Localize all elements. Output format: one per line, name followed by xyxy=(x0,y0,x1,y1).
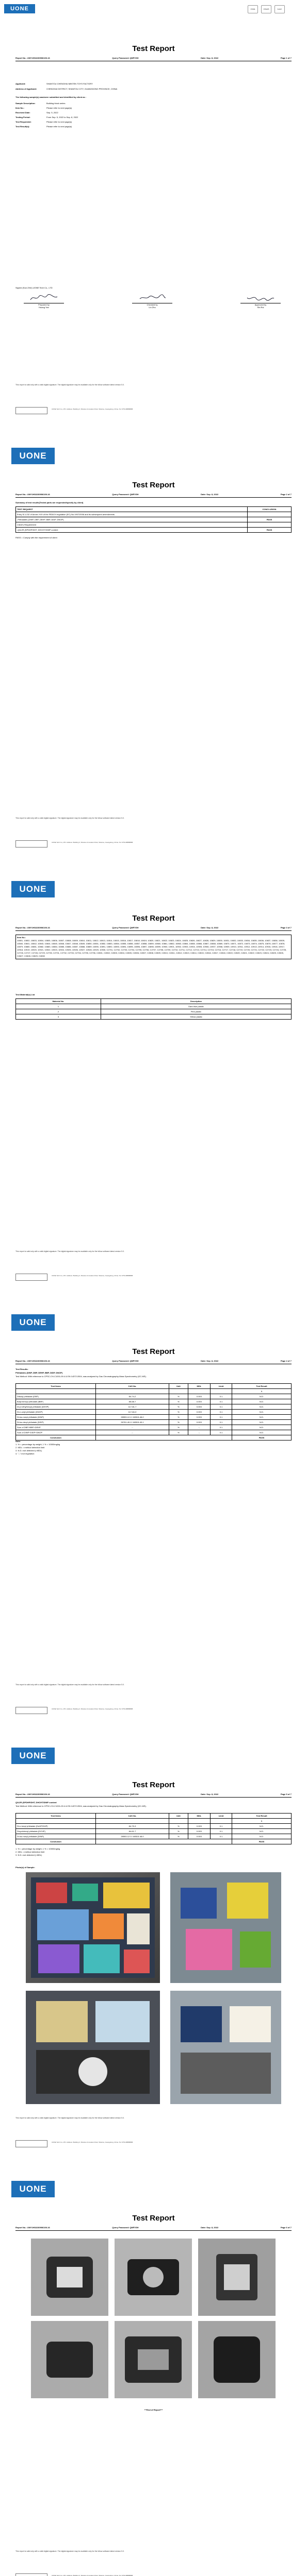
checked-by-name: Lin Zhu xyxy=(149,306,156,309)
footer-address: UONE Tech Co.,LTD. Address: Building 3, Shantou Innovation Park, Shantou, Guangdong, China. Tel: 0754-88888888 xyxy=(52,1708,133,1710)
cma-mark-icon: CMA xyxy=(248,5,258,13)
checked-by-block xyxy=(129,294,175,309)
test-results-row: Test Result(s): Please refer to next page(s) xyxy=(15,125,72,128)
approved-by-block xyxy=(237,294,284,309)
ilac-mark-icon: ILAC xyxy=(274,5,285,13)
footer-address: UONE Tech Co.,LTD. Address: Building 3, Shantou Innovation Park, Shantou, Guangdong, China. Tel: 0754-88888888 xyxy=(52,408,133,410)
sample-description-row: Sample Description: Building block series xyxy=(15,102,66,105)
col-material-no: Material No. xyxy=(16,999,101,1004)
report-page-5 xyxy=(0,1733,307,2166)
sample-photo-bottom-left xyxy=(26,1991,160,2104)
header-rule xyxy=(15,2230,292,2231)
uone-logo: UONE xyxy=(11,2181,55,2197)
uone-logo: UONE xyxy=(11,1748,55,1764)
footer-address: UONE Tech Co.,LTD. Address: Building 3, Shantou Innovation Park, Shantou, Guangdong, China. Tel: 0754-88888888 xyxy=(52,2574,133,2576)
summary-table xyxy=(15,506,292,533)
item-no-values: 10801, 10802, 10803, 10804, 10805, 10806, 10807, 10808, 10809, 10810, 10811, 10812, 10813, 10814, 10815, 10816, 10817, 10818, 10819, 10820, 10821, 10822, 10823, 10824, 10825, 10826, 10827, 10828, 10829, 10830, 10831, 10832, 10833, 10834, 10835, 10836, 10837, 10838, 10839, 10840, 10841, 10842, 10843, 10844, 10845, 10846, 10847, 10848, 10849, 10850, 10851, 10852, 10853, 10854, 10855, 10856, 10857, 10858, 10859, 10860, 10861, 10862, 10863, 10864, 10865, 10866, 10867, 10868, 10869, 10870, 10871, 10872, 10873, 10874, 10875, 10876, 10877, 10878, 10879, 10880, 10881, 10882, 10883, 10884, 10885, 10886, 10887, 10888, 10889, 10890, 10891, 10892, 10893, 10894, 10895, 10896, 10897, 10898, 10899, 10900, 10901, 10902, 10903, 10904, 10905, 10906, 10907, 10908, 10909, 10910, 10911, 10912, 10913, 10914, 10915, 10916, 10917, 10918, 10919, 10920, 10921, 10922, 10923, 10924, 10925, 10926, 10927, 10928, 10929, 10930, C2701, C2702, C2703, C2704, C2705, C2706, C2707, C2708, C2709, C2710, C2711, C2712, C2713, C2714, C2715, C2716, C2717, C2718, C2719, C2720, C2721, C2722, C2723, C2724, C2725, C2726, C2727, C2728, C2729, C2730, C2731, C2732, C2733, C2734, C2735, C2736, C2801, C2802, C2803, C2804, C2805, C2806, C2807, C2808, C2809, C2810, C2811, C2812, C2813, C2814, C2815, C2816, C2817, C2818, C2819, C2820, C2821, C2822, C2823, C2824, C2825, C2826, C2827, C2828, C2829, C2830 xyxy=(17,939,287,957)
footer-logo xyxy=(15,1274,47,1281)
report-title: Test Report xyxy=(132,1781,175,1789)
table-row: -Phthalates (DINP, DBP, DEHP, BBP, DIDP, DNOP) PASS xyxy=(16,517,292,522)
footer-note: This report is valid only with a valid digital signature. The digital signature may be available only for the follow software latest version 5.0. xyxy=(15,2117,125,2119)
prepared-by-label: Prepared by xyxy=(38,303,50,306)
col-conclusion: CONCLUSION xyxy=(248,507,292,512)
report-title: Test Report xyxy=(132,481,175,489)
sample-photo-large xyxy=(26,1872,160,1983)
table-row: Entry 51 & 52 of Annex XVII of the REACH regulation (EC) No.1907/2006 and its subsequent amendments xyxy=(16,512,292,517)
item-no-label: Item No.: xyxy=(17,936,26,939)
table-row: Client's Requirement xyxy=(16,522,292,528)
footer-address: UONE Tech Co.,LTD. Address: Building 3, Shantou Innovation Park, Shantou, Guangdong, China. Tel: 0754-88888888 xyxy=(52,1275,133,1277)
footer-logo xyxy=(15,1707,47,1714)
header-rule xyxy=(15,930,292,931)
sample-photo-2 xyxy=(115,2239,192,2316)
applicant-row: Applicant: SHANTOU CHENGHAI MINTEN TOYS FACTORY xyxy=(15,82,93,85)
approved-signature xyxy=(237,294,284,302)
report-header-row: Report No.: UNY1H02230906100-16 Query Password: QMFVSH Date: Sep. 8, 2022 Page 3 of 7 xyxy=(15,926,292,929)
material-table xyxy=(15,998,292,1020)
table-row: Sum of DBP+BBP+DEHP -- % -- 0.1 N.D. xyxy=(16,1425,292,1430)
conclusion-row: Conclusion PASS xyxy=(16,1839,292,1844)
col-test-request: TEST REQUEST xyxy=(16,507,248,512)
uone-logo: UONE xyxy=(11,1314,55,1331)
item-number-list xyxy=(15,935,292,959)
footer-logo xyxy=(15,407,47,414)
report-page-3 xyxy=(0,867,307,1300)
table-row: Di-iso-nonyl phthalate (DINP) 28553-12-0 / 68515-48-0 % 0.003 0.1 N.D. xyxy=(16,1415,292,1420)
test-name: Q/UJR (SPDHP/DHT, DHCHT/DINP content xyxy=(15,1801,57,1804)
table-row: Di-iso-nonyl phthalate (DINP) 28553-12-0 / 68515-48-0 % 0.003 0.1 N.D. xyxy=(16,1834,292,1839)
received-date-row: Received Date: Sep. 5, 2022 xyxy=(15,111,58,114)
table-row: Dicyclohexyl phthalate (DCHP) 84-61-7 % 0.003 0.1 N.D. xyxy=(16,1829,292,1834)
footer-note: This report is valid only with a valid digital signature. The digital signature may be available only for the follow software latest version 5.0. xyxy=(15,1684,125,1686)
sample-photo-1 xyxy=(31,2239,108,2316)
table-row: Di-n-hexyl phthalate (DnHP/DHP) 84-75-3 % 0.003 0.1 N.D. xyxy=(16,1824,292,1829)
report-header-row: Report No.: UNY1H02230906100-16 Query Password: QMFVSH Date: Sep. 8, 2022 Page 5 of 7 xyxy=(15,1793,292,1795)
phthalates-table: Test Items CAS No. Unit MDL Limit Test Result 1 Dibutyl phthalate (DBP) 84-74-2 % 0.003 0.1 N.D. Butyl benzyl phthalate (BBP) 85-68-7 % 0.003 0.1 N.D. Di-(2-ethylhexyl) phthalate (DEHP) 117-81-7 % 0.003 0.1 N.D. Di-n-octyl phthalate (DNOP) 117-84-0 % 0.003 0.1 N.D. Di-iso-nonyl phthalate (DINP) 28553-12-0 / 68515-48-0 % 0.003 0.1 N.D. Di-iso-decyl phthalate (DIDP) 26761-40-0 / 68515-49-1 % 0.003 0.1 N.D. Sum of DBP+BBP+DEHP -- % -- 0.1 N.D. Sum of DINP+DIDP+DNOP -- % -- 0.1 N.D. Conclusion PASS xyxy=(15,1383,292,1440)
logo-bar xyxy=(0,2166,307,2205)
sample-photo-bottom-right xyxy=(170,1991,281,2104)
footer-logo xyxy=(15,2573,47,2576)
prepared-signature xyxy=(21,294,67,302)
report-page-2 xyxy=(0,433,307,867)
testing-period-row: Testing Period: From Sep. 5, 2022 to Sep. 8, 2022 xyxy=(15,116,78,118)
sample-photo-4 xyxy=(31,2321,108,2398)
table-row: -Q/UJR (SPDHP/DHT, DHCHT/DINP content PASS xyxy=(16,528,292,533)
header-rule xyxy=(15,1797,292,1798)
certification-marks xyxy=(248,5,285,13)
signed-for-text: Signed (Sun ZiXe) UONE Tech Co., LTD xyxy=(15,286,53,289)
test-name: Phthalates (DINP, DBP, DEHP, BBP, DIDP, DNOP) xyxy=(15,1371,63,1374)
conclusion-row: Conclusion PASS xyxy=(16,1435,292,1440)
uone-logo: UONE xyxy=(4,4,35,13)
approved-by-name: Shi Rui xyxy=(257,306,264,309)
table-row: Sum of DINP+DIDP+DNOP -- % -- 0.1 N.D. xyxy=(16,1430,292,1435)
report-title: Test Report xyxy=(132,44,175,53)
table-row: Butyl benzyl phthalate (BBP) 85-68-7 % 0.003 0.1 N.D. xyxy=(16,1399,292,1404)
test-results-label: Test Results: xyxy=(15,1368,28,1370)
table-row: Di-n-octyl phthalate (DNOP) 117-84-0 % 0.003 0.1 N.D. xyxy=(16,1410,292,1415)
test-method: Test Method: With reference to CPSC-CH-C1001-09.4 & EN 14372:2004, was analyzed by Gas Chromatography-Mass Spectrometry (GC-MS). xyxy=(15,1805,147,1807)
logo-bar xyxy=(0,433,307,471)
sample-photo-5 xyxy=(115,2321,192,2398)
report-page-6 xyxy=(0,2166,307,2576)
checked-signature xyxy=(129,294,175,302)
sample-photo-3 xyxy=(198,2239,276,2316)
table-row: 1 Dark blue plastic xyxy=(16,1004,292,1009)
pass-note: PASS = Comply with the requirement of client xyxy=(15,536,57,539)
header-rule xyxy=(15,497,292,498)
material-list-title: Test Material(s) List xyxy=(15,993,35,996)
summary-title: Summary of test results(Tested parts are requested/specify by client) xyxy=(15,501,84,504)
qujr-table: Test Items CAS No. Unit MDL Limit Test Result 1 Di-n-hexyl phthalate (DnHP/DHP) 84-75-3 % 0.003 0.1 N.D. Dicyclohexyl phthalate (DCHP) 84-61-7 % 0.003 0.1 N.D. Di-iso-nonyl phthalate (DINP) 28553-12-0 / 68515-48-0 % 0.003 0.1 N.D. Conclusion PASS xyxy=(15,1813,292,1844)
report-title: Test Report xyxy=(132,2214,175,2223)
uone-logo: UONE xyxy=(11,881,55,897)
report-header-row: Report No.: UNY1H02230906100-16 Query Password: QMFVSH Date: Sep. 8, 2022 Page 1 of 7 xyxy=(15,57,292,59)
submitted-notice: The following sample(s) was/were submitted and identified by client as : xyxy=(15,96,87,98)
footer-logo xyxy=(15,2140,47,2147)
report-page-4 xyxy=(0,1300,307,1733)
sample-photo-6 xyxy=(198,2321,276,2398)
logo-bar xyxy=(0,1300,307,1338)
report-header-row: Report No.: UNY1H02230906100-16 Query Password: QMFVSH Date: Sep. 8, 2022 Page 6 of 7 xyxy=(15,2226,292,2229)
logo-bar xyxy=(0,1733,307,1771)
footer-note: This report is valid only with a valid digital signature. The digital signature may be available only for the follow software latest version 5.0. xyxy=(15,817,125,819)
table-row: 2 Pink plastic xyxy=(16,1009,292,1014)
notes: 1. % = percentage by weight, 1 % = 10000mg/kg 2. MDL = method detection limit 3. N.D.=not detected (<MDL) xyxy=(15,1848,60,1856)
end-of-report: ***End of Report*** xyxy=(144,2409,163,2411)
table-row: Di-iso-decyl phthalate (DIDP) 26761-40-0 / 68515-49-1 % 0.003 0.1 N.D. xyxy=(16,1420,292,1425)
test-requested-row: Test Requested: Please refer to next page(s) xyxy=(15,121,72,123)
footer-note: This report is valid only with a valid digital signature. The digital signature may be available only for the follow software latest version 5.0. xyxy=(15,384,125,386)
prepared-by-block xyxy=(21,294,67,309)
table-row: Dibutyl phthalate (DBP) 84-74-2 % 0.003 0.1 N.D. xyxy=(16,1394,292,1399)
checked-by-label: Checked by xyxy=(147,303,158,306)
uone-logo: UONE xyxy=(11,448,55,464)
notes: Note: 1. % = percentage by weight, 1 % = 10000mg/kg 2. MDL = method detection limit 3. N.D.=not detected (<MDL) 4. "--"=not regulation xyxy=(15,1440,60,1455)
table-row: 3 Yellow plastic xyxy=(16,1014,292,1020)
report-header-row: Report No.: UNY1H02230906100-16 Query Password: QMFVSH Date: Sep. 8, 2022 Page 4 of 7 xyxy=(15,1360,292,1362)
prepared-by-name: Huang Yan xyxy=(39,306,49,309)
report-page-1 xyxy=(0,0,307,433)
sample-photo-right xyxy=(170,1872,281,1983)
footer-address: UONE Tech Co.,LTD. Address: Building 3, Shantou Innovation Park, Shantou, Guangdong, China. Tel: 0754-88888888 xyxy=(52,2141,133,2143)
report-title: Test Report xyxy=(132,914,175,923)
logo-bar xyxy=(0,867,307,905)
address-row: Address of Applicant: CHENGHAI DISTRICT, SHANTOU CITY, GUANGDONG PROVINCE, CHINA xyxy=(15,88,118,90)
report-header-row: Report No.: UNY1H02230906100-16 Query Password: QMFVSH Date: Sep. 8, 2022 Page 2 of 7 xyxy=(15,493,292,496)
col-description: Description xyxy=(101,999,292,1004)
cnas-mark-icon: CNAS xyxy=(261,5,271,13)
footer-logo xyxy=(15,840,47,848)
test-method: Test Method: With reference to CPSC-CH-C1001-09.4 & EN 14372:2004, was analyzed by Gas Chromatography-Mass Spectrometry (GC-MS). xyxy=(15,1375,147,1378)
item-no-row: Item No.: Please refer to next page(s) xyxy=(15,107,72,109)
report-title: Test Report xyxy=(132,1347,175,1356)
photo-label: Photo(s) of Sample: xyxy=(15,1866,35,1869)
footer-address: UONE Tech Co.,LTD. Address: Building 3, Shantou Innovation Park, Shantou, Guangdong, China. Tel: 0754-88888888 xyxy=(52,841,133,843)
approved-by-label: Approved by xyxy=(254,303,267,306)
footer-note: This report is valid only with a valid digital signature. The digital signature may be available only for the follow software latest version 5.0. xyxy=(15,1250,125,1252)
table-row: Di-(2-ethylhexyl) phthalate (DEHP) 117-81-7 % 0.003 0.1 N.D. xyxy=(16,1404,292,1410)
footer-note: This report is valid only with a valid digital signature. The digital signature may be available only for the follow software latest version 5.0. xyxy=(15,2550,125,2552)
